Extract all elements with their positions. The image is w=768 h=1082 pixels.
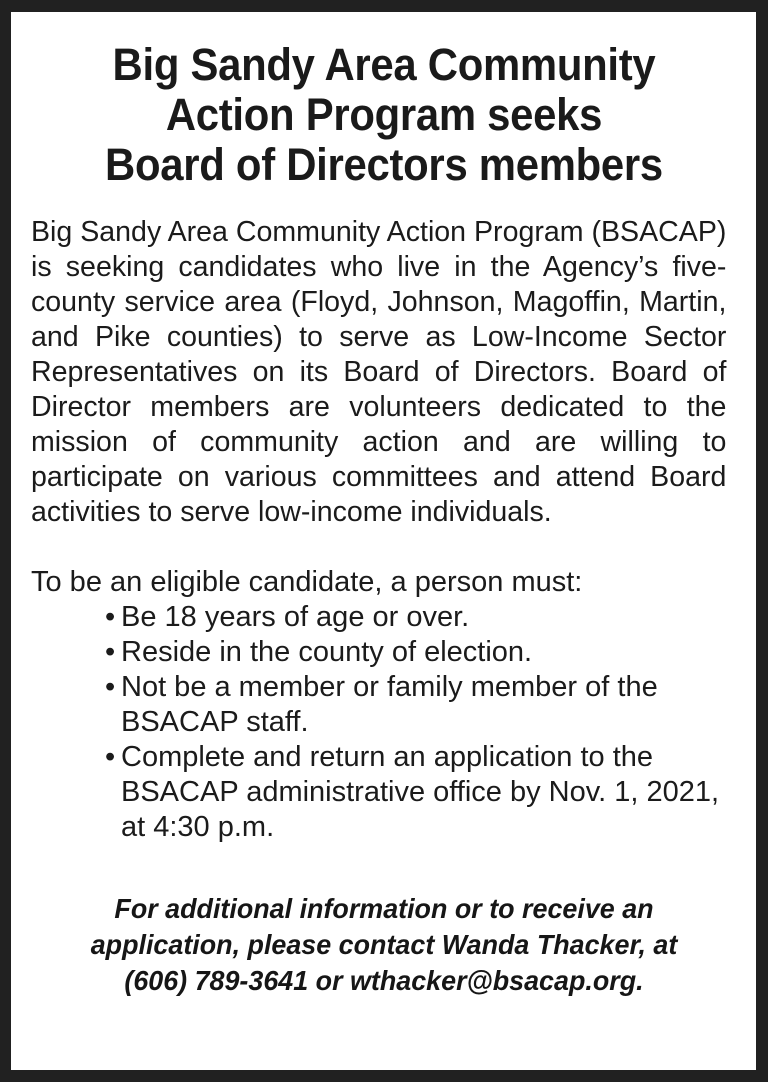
ad-footer-contact xyxy=(45,891,723,999)
headline-line-3: Board of Directors members xyxy=(105,139,663,190)
eligibility-list xyxy=(31,600,737,845)
ad-headline xyxy=(56,40,713,190)
footer-line-2: application, please contact Wanda Thacker, at xyxy=(90,929,678,960)
eligibility-lead-in: To be an eligible candidate, a person must: xyxy=(31,566,583,598)
ad-body xyxy=(31,215,737,845)
list-item-text: Not be a member or family member of the BSACAP staff. xyxy=(121,671,658,738)
footer-line-1: For additional information or to receive an xyxy=(114,893,654,924)
headline-line-2: Action Program seeks xyxy=(165,89,603,140)
intro-paragraph: Big Sandy Area Community Action Program (BSACAP) is seeking candidates who live in the Agency’s five-county service area (Floyd, Johnson, Magoffin, Martin, and Pike counties) to serve as Low-Income Sector Representatives on its Board of Directors. Board of Director members are volunteers dedicated to the mission of community action and are willing to participate on various committees and attend Board activities to serve low-income individuals. xyxy=(31,216,727,528)
bullet-icon: • xyxy=(105,601,116,633)
list-item-text: Reside in the county of election. xyxy=(121,636,533,668)
list-item xyxy=(31,635,737,670)
bullet-icon: • xyxy=(105,636,116,668)
bullet-icon: • xyxy=(105,671,116,703)
footer-line-3: (606) 789-3641 or wthacker@bsacap.org. xyxy=(124,965,644,996)
list-item-text: Complete and return an application to the BSACAP administrative office by Nov. 1, 2021, at 4:30 p.m. xyxy=(121,741,720,843)
list-item xyxy=(31,740,737,845)
bullet-icon: • xyxy=(105,741,116,773)
headline-line-1: Big Sandy Area Community xyxy=(112,39,656,90)
paragraph-spacer xyxy=(31,530,737,565)
list-item-text: Be 18 years of age or over. xyxy=(121,601,470,633)
list-item xyxy=(31,600,737,635)
ad-content-area xyxy=(11,12,756,1070)
list-item xyxy=(31,670,737,740)
